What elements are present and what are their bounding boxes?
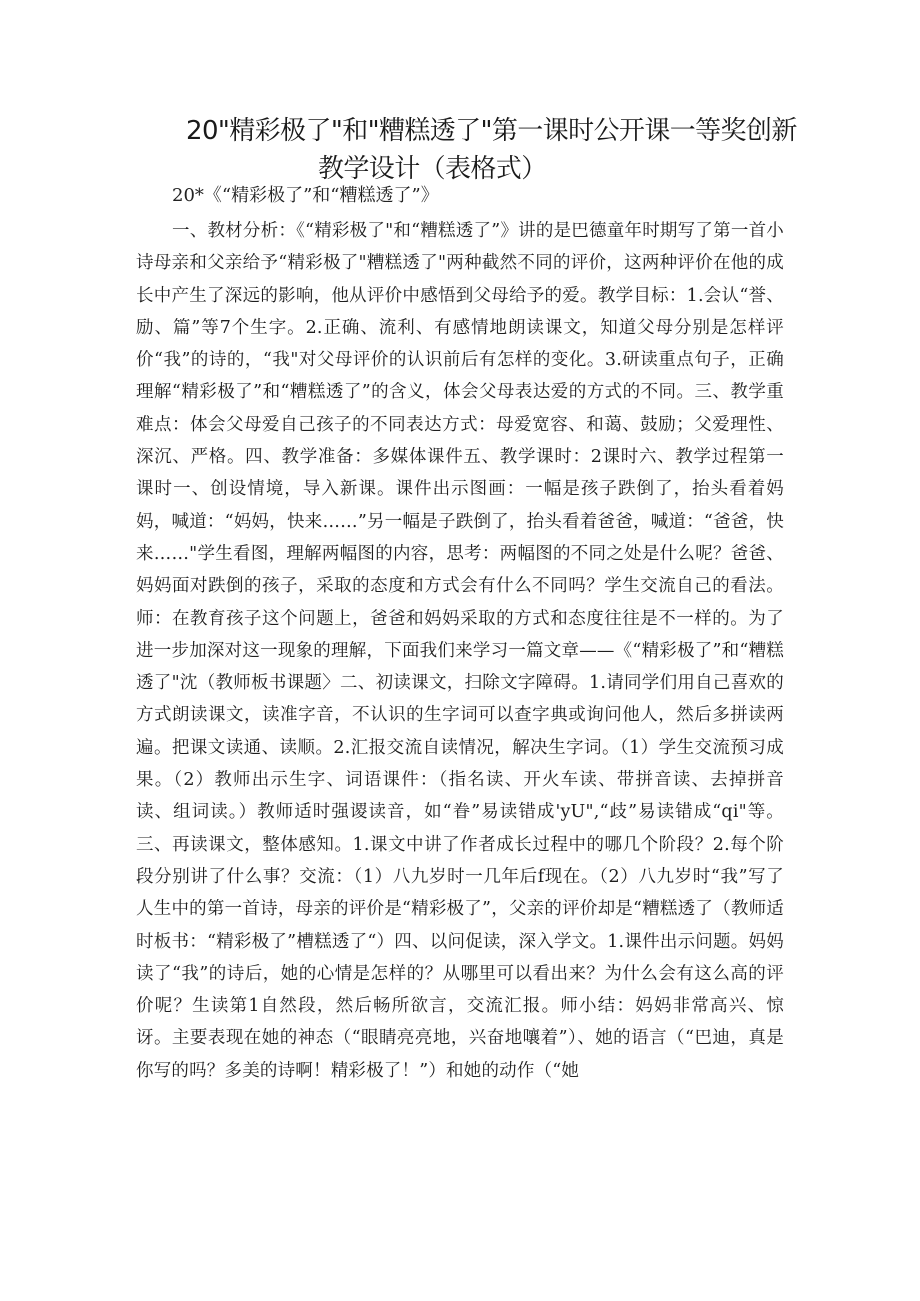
body-paragraph: 一、教材分析：《“精彩极了"和“糟糕透了”》讲的是巴德童年时期写了第一首小诗母亲和父亲给予“精彩极了"糟糕透了"两种截然不同的评价，这两种评价在他的成长中产生了深远的影响，他从评价中感悟到父母给予的爱。教学目标：1.会认“誉、励、篇”等7个生字。2.正确、流利、有感情地朗读课文，知道父母分别是怎样评价“我”的诗的，“我"对父母评价的认识前后有怎样的变化。3.研读重点句子，正确理解“精彩极了”和“糟糕透了”的含义，体会父母表达爱的方式的不同。三、教学重难点：体会父母爱自己孩子的不同表达方式：母爱宽容、和蔼、鼓励；父爱理性、深沉、严格。四、教学准备：多媒体课件五、教学课时：2课时六、教学过程第一课时一、创设情境，导入新课。课件出示图画：一幅是孩子跌倒了，抬头看着妈妈，喊道：“妈妈，快来……”另一幅是子跌倒了，抬头看着爸爸，喊道：“爸爸，快来……"学生看图，理解两幅图的内容，思考：两幅图的不同之处是什么呢？爸爸、妈妈面对跌倒的孩子，采取的态度和方式会有什么不同吗？学生交流自己的看法。师：在教育孩子这个问题上，爸爸和妈妈采取的方式和态度往往是不一样的。为了进一步加深对这一现象的理解，下面我们来学习一篇文章——《“精彩极了”和“糟糕透了"沈（教师板书课题〉二、初读课文，扫除文字障碍。1.请同学们用自己喜欢的方式朗读课文，读准字音，不认识的生字词可以查字典或询问他人，然后多拼读两遍。把课文读通、读顺。2.汇报交流自读情况，解决生字词。（1）学生交流预习成果。（2）教师出示生字、词语课件：（指名读、开火车读、带拼音读、去掉拼音读、组词读。）教师适时强谡读音，如“眷”易读错成'yU",“歧”易读错成“qi"等。三、再读课文，整体感知。1.课文中讲了作者成长过程中的哪几个阶段？2.每个阶段分别讲了什么事？交流：（1）八九岁时一几年后f现在。（2）八九岁时“我”写了人生中的第一首诗，母亲的评价是“精彩极了”，父亲的评价却是“糟糕透了（教师适时板书：“精彩极了”槽糕透了“）四、以问促读，深入学文。1.课件出示问题。妈妈读了“我”的诗后，她的心情是怎样的？从哪里可以看出来？为什么会有这么高的评价呢？生读第1自然段，然后畅所欲言，交流汇报。师小结：妈妈非常高兴、惊讶。主要表现在她的神态（“眼睛亮亮地，兴奋地嚷着”）、她的语言（“巴迪，真是你写的吗？多美的诗啊！精彩极了！”）和她的动作（“她 [136, 221, 784, 1081]
lesson-subtitle: 20*《“精彩极了”和“糟糕透了”》 [172, 185, 439, 206]
document-title-line-1: 20"精彩极了"和"糟糕透了"第一课时公开课一等奖创新 [186, 116, 797, 146]
document-title [140, 112, 820, 188]
document-title-line-2: 教学设计（表格式） [318, 154, 547, 184]
